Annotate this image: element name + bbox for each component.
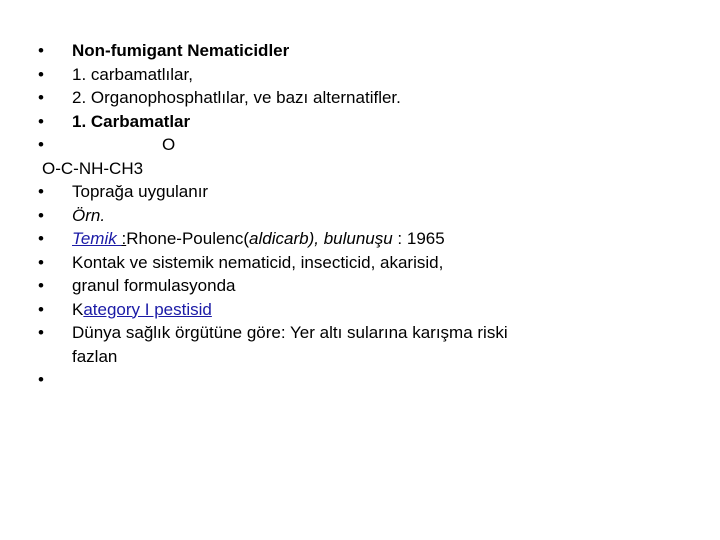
bullet-icon: • [38, 111, 44, 131]
bullet-icon: • [38, 299, 44, 319]
bullet-list [38, 39, 678, 392]
list-item [38, 86, 678, 110]
temik-link[interactable]: Temik [72, 229, 122, 248]
colon-text: : [121, 229, 127, 248]
aldicarb-text: aldicarb), bulunuşu [249, 229, 393, 248]
company-text: Rhone-Poulenc( [126, 229, 250, 248]
list-item [38, 63, 678, 87]
list-item [38, 368, 678, 392]
list-item [38, 110, 678, 134]
empty-item [72, 370, 77, 389]
item-text: Toprağa uygulanır [72, 182, 209, 201]
item-text: 1. carbamatlılar, [72, 64, 193, 84]
item-text: Kontak ve sistemik nematicid, insecticid, akarisid, [72, 252, 444, 272]
bullet-icon: • [38, 229, 44, 248]
example-label: Örn. [72, 205, 106, 225]
bullet-icon: • [38, 135, 44, 154]
list-item [38, 251, 678, 275]
list-item [38, 321, 678, 368]
bullet-icon: • [38, 205, 44, 225]
formula-text: O-C-NH-CH3 [42, 158, 144, 178]
list-item [38, 298, 678, 322]
bullet-icon: • [38, 64, 44, 84]
list-item [38, 274, 678, 298]
bullet-icon: • [38, 252, 44, 272]
list-item [38, 133, 678, 180]
subheading-text: 1. Carbamatlar [72, 111, 191, 131]
year-text: : 1965 [392, 229, 445, 248]
category-k: K [72, 299, 84, 319]
item-text: 2. Organophosphatlılar, ve bazı alternatifler. [72, 88, 401, 107]
bullet-icon: • [38, 323, 44, 342]
list-item [38, 204, 678, 228]
item-text: granul formulasyonda [72, 276, 236, 295]
category-link[interactable]: ategory I pestisid [83, 299, 212, 319]
list-item [38, 39, 678, 63]
list-item [38, 180, 678, 204]
bullet-icon: • [38, 370, 44, 389]
item-text-line2: fazlan [72, 346, 118, 366]
bullet-icon: • [38, 276, 44, 295]
bullet-icon: • [38, 182, 44, 201]
formula-oxygen: O [162, 135, 176, 154]
list-item [38, 227, 678, 251]
bullet-icon: • [38, 41, 44, 60]
bullet-icon: • [38, 88, 44, 107]
heading-text: Non-fumigant Nematicidler [72, 41, 290, 60]
item-text-line1: Dünya sağlık örgütüne göre: Yer altı sularına karışma riski [72, 323, 508, 342]
